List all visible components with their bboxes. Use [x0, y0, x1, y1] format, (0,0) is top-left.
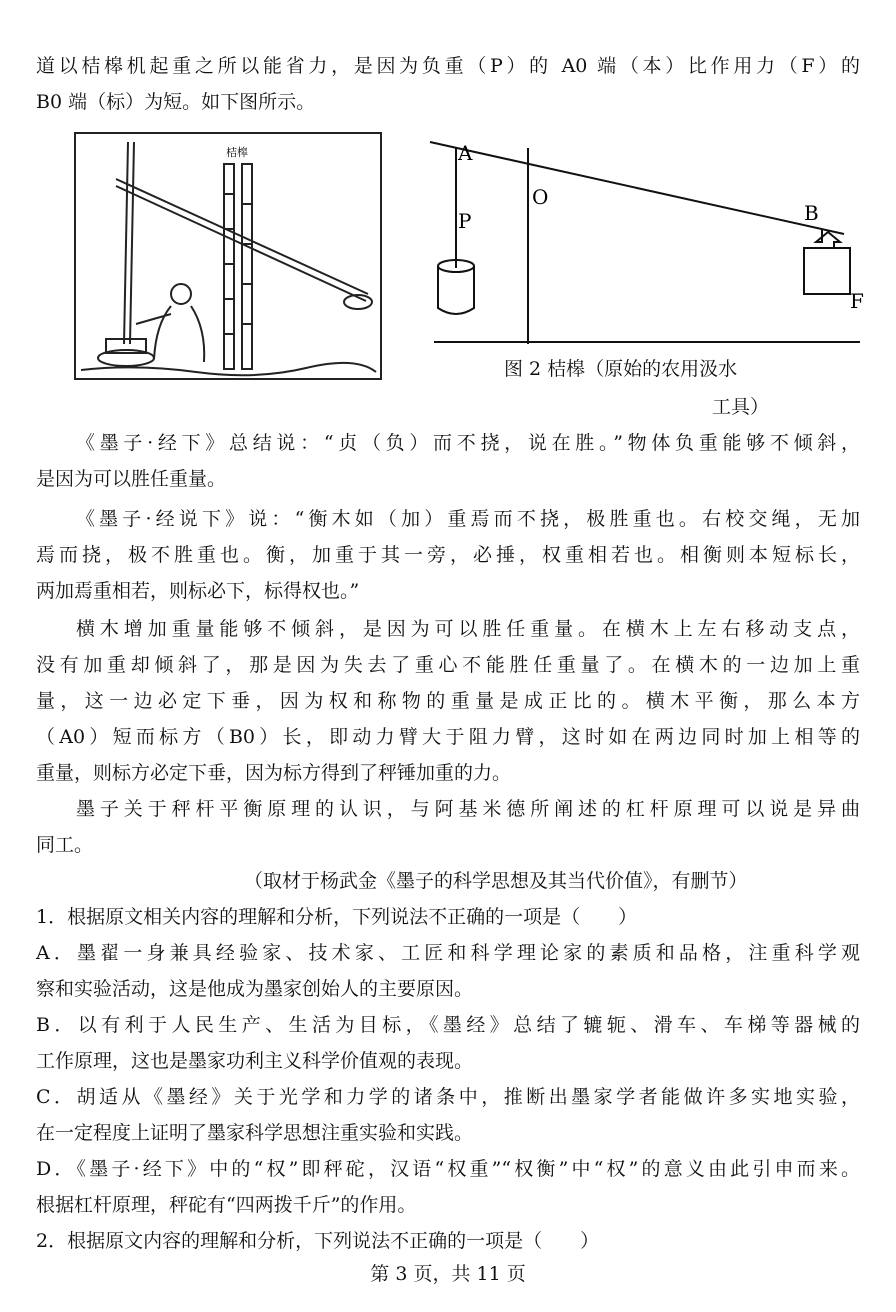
page-footer: 第 3 页，共 11 页	[370, 1263, 526, 1285]
intro-line-2: B0 端（标）为短。如下图所示。	[36, 91, 316, 113]
para-1-line-2: 是因为可以胜任重量。	[36, 468, 227, 490]
option-d-line-2: 根据杠杆原理，秤砣有“四两拨千斤”的作用。	[36, 1194, 417, 1216]
intro-line-1: 道以桔槔机起重之所以能省力，是因为负重（P）的 A0 端（本）比作用力（F）的	[36, 55, 860, 77]
label-o: O	[532, 185, 549, 209]
label-p: P	[458, 209, 472, 233]
para-3-line-3: 量，这一边必定下垂，因为权和称物的重量是成正比的。横木平衡，那么本方	[36, 690, 860, 712]
label-f: F	[850, 289, 864, 313]
option-b-line-1: B．以有利于人民生产、生活为目标，《墨经》总结了辘轭、滑车、车梯等器械的	[36, 1014, 860, 1036]
well-sweep-illustration	[74, 132, 382, 380]
figure-caption-line-2: 工具）	[712, 396, 770, 418]
figure-caption-line-1: 图 2 桔槔（原始的农用汲水	[504, 358, 738, 380]
label-b: B	[804, 201, 819, 225]
option-a-line-2: 察和实验活动，这是他成为墨家创始人的主要原因。	[36, 978, 474, 1000]
para-2-line-3: 两加焉重相若，则标必下，标得权也。”	[36, 580, 360, 602]
para-2-line-1: 《墨子·经说下》说：“衡木如（加）重焉而不挠，极胜重也。右校交绳，无加	[76, 508, 860, 530]
para-3-line-4: （A0）短而标方（B0）长，即动力臂大于阻力臂，这时如在两边同时加上相等的	[36, 726, 860, 748]
para-4-line-1: 墨子关于秤杆平衡原理的认识，与阿基米德所阐述的杠杆原理可以说是异曲	[76, 798, 860, 820]
well-sweep-drawing	[76, 134, 380, 378]
option-d-line-1: D．《墨子·经下》中的“权”即秤砣，汉语“权重”“权衡”中“权”的意义由此引申而来。	[36, 1158, 860, 1180]
question-2: 2．根据原文内容的理解和分析，下列说法不正确的一项是（ ）	[36, 1230, 600, 1252]
lever-diagram	[424, 128, 864, 348]
para-3-line-5: 重量，则标方必定下垂，因为标方得到了秤锤加重的力。	[36, 762, 512, 784]
option-b-line-2: 工作原理，这也是墨家功利主义科学价值观的表现。	[36, 1050, 474, 1072]
lever-diagram-svg	[424, 128, 864, 348]
source-citation: （取材于杨武金《墨子的科学思想及其当代价值》，有删节）	[244, 870, 748, 892]
label-a: A	[458, 141, 473, 165]
illustration-title: 桔槔	[226, 146, 248, 159]
question-1: 1．根据原文相关内容的理解和分析，下列说法不正确的一项是（ ）	[36, 906, 638, 928]
para-1-line-1: 《墨子·经下》总结说：“贞（负）而不挠，说在胜。”物体负重能够不倾斜，	[76, 432, 860, 454]
para-2-line-2: 焉而挠，极不胜重也。衡，加重于其一旁，必捶，权重相若也。相衡则本短标长，	[36, 544, 860, 566]
option-c-line-2: 在一定程度上证明了墨家科学思想注重实验和实践。	[36, 1122, 474, 1144]
para-4-line-2: 同工。	[36, 834, 94, 856]
para-3-line-1: 横木增加重量能够不倾斜，是因为可以胜任重量。在横木上左右移动支点，	[76, 618, 860, 640]
option-c-line-1: C．胡适从《墨经》关于光学和力学的诸条中，推断出墨家学者能做许多实地实验，	[36, 1086, 860, 1108]
para-3-line-2: 没有加重却倾斜了，那是因为失去了重心不能胜任重量了。在横木的一边加上重	[36, 654, 860, 676]
option-a-line-1: A．墨翟一身兼具经验家、技术家、工匠和科学理论家的素质和品格，注重科学观	[36, 942, 860, 964]
